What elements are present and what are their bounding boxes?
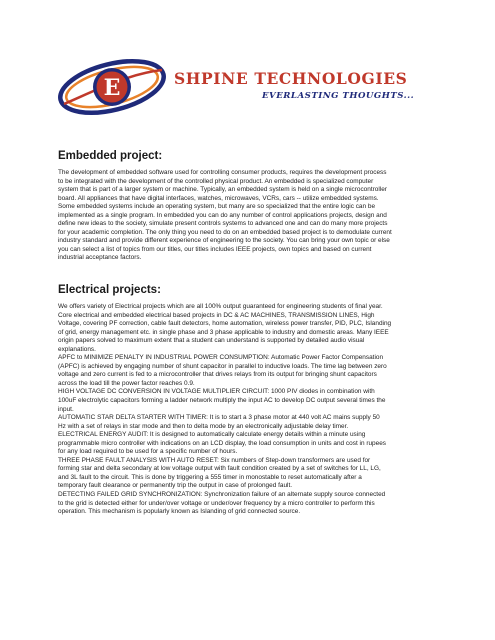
- embedded-paragraph: [58, 169, 438, 263]
- text-line: APFC to MINIMIZE PENALTY IN INDUSTRIAL POWER CONSUMPTION: Automatic Power Factor Compensation: [58, 354, 384, 362]
- letterhead: [56, 58, 426, 118]
- text-line: and 3L fault to the circuit. This is done by triggering a 555 timer in monostable to reset automatically after a: [58, 473, 362, 481]
- text-line: voltage and zero current is fed to a microcontroller that drives relays from its output for bringing shunt capacitors: [58, 371, 377, 379]
- text-line: Some embedded systems include an operating system, but many are so specialized that the entire logic can be: [58, 203, 376, 211]
- text-line: We offers variety of Electrical projects which are all 100% output guaranteed for engineering students of final year.: [58, 303, 383, 310]
- text-line: to be integrated with the development of the controlled physical product. An embedded is specialized computer: [58, 177, 374, 185]
- text-line: programmable micro controller with indications on an LCD display, the load consumption in units and cost in rupees: [58, 439, 387, 447]
- text-line: Voltage, covering PF correction, cable fault detectors, home automation, wireless power transfer, PID, PLC, Islanding: [58, 320, 392, 328]
- text-line: across the load till the power factor reaches 0.9.: [58, 379, 195, 387]
- electrical-section: [58, 283, 438, 517]
- company-logo: [56, 58, 168, 116]
- text-line: of grid, energy management etc. in single phase and 3 phase applicable to industry and domestic areas. Many IEEE: [58, 328, 389, 336]
- text-line: Hz with a set of relays in star mode and then to delta mode by an electronically adjustable delay timer.: [58, 422, 349, 430]
- text-line: explanations.: [58, 345, 96, 353]
- text-line: The development of embedded software used for controlling consumer products, requires the development process: [58, 169, 387, 176]
- text-line: (APFC) is achieved by engaging number of shunt capacitor in parallel to inductive loads. The time lag between zero: [58, 362, 387, 370]
- logo-letter: E: [103, 75, 121, 101]
- text-line: industry standard and provide different experience of engineering to the society. You can bring your own topic or else: [58, 237, 390, 245]
- company-name: SHPINE TECHNOLOGIES: [174, 69, 408, 88]
- text-line: Core electrical and embedded electrical based projects in DC & AC MACHINES, TRANSMISSION LINES, High: [58, 311, 375, 319]
- text-line: operation. This mechanism is popularly known as Islanding of grid connected source.: [58, 508, 301, 516]
- text-line: system that is part of a larger system or machine. Typically, an embedded system is held on a single microcontroller: [58, 186, 387, 194]
- text-line: define new ideas to the society, simulate present controls systems to advanced one and can do many more projects: [58, 220, 388, 228]
- text-line: DETECTING FAILED GRID SYNCHRONIZATION: Synchronization failure of an alternate supply source connected: [58, 491, 386, 499]
- brand-block: [174, 70, 414, 101]
- electrical-paragraph: [58, 303, 438, 517]
- text-line: AUTOMATIC STAR DELTA STARTER WITH TIMER: It is to start a 3 phase motor at 440 volt AC mains supply 50: [58, 414, 380, 422]
- embedded-section: [58, 149, 438, 263]
- electrical-heading: Electrical projects:: [58, 284, 161, 296]
- text-line: forming star and delta secondary at low voltage output with fault condition created by a set of switches for LL, LG,: [58, 465, 381, 473]
- text-line: industrial acceptance factors.: [58, 254, 142, 262]
- text-line: to the grid is detected either for under/over voltage or under/over frequency by a micro controller to perform this: [58, 499, 375, 507]
- text-line: implemented as a single program. In embedded you can do any number of control applications projects, design and: [58, 211, 387, 219]
- text-line: 100uF electrolytic capacitors forming a ladder network multiply the input AC to develop DC output several times the: [58, 397, 386, 405]
- text-line: input.: [58, 405, 74, 413]
- text-line: ELECTRICAL ENERGY AUDIT: It is designed to automatically calculate energy details within a minute using: [58, 431, 366, 439]
- text-line: origin papers solved to maximum extent that a student can understand is supported by detailed audio visual: [58, 337, 365, 345]
- text-line: THREE PHASE FAULT ANALYSIS WITH AUTO RESET: Six numbers of Step-down transformers are used for: [58, 456, 371, 464]
- embedded-heading: Embedded project:: [58, 150, 163, 162]
- company-tagline: EVERLASTING THOUGHTS...: [262, 91, 415, 101]
- text-line: HIGH VOLTAGE DC CONVERSION IN VOLTAGE MULTIPLIER CIRCUIT: 1000 PIV diodes in combination with: [58, 388, 375, 396]
- text-line: you can select a list of topics from our titles, our titles includes IEEE projects, own topics and based on current: [58, 245, 372, 253]
- text-line: for your academic completion. The only thing you need to do on an embedded based project is to demodulate current: [58, 228, 392, 236]
- text-line: for any load required to be used for a specific number of hours.: [58, 448, 238, 456]
- text-line: temporary fault clearance or permanently trip the output in case of prolonged fault.: [58, 482, 293, 490]
- text-line: board. All appliances that have digital interfaces, watches, microwaves, VCRs, cars -- utilize embedded systems.: [58, 194, 379, 202]
